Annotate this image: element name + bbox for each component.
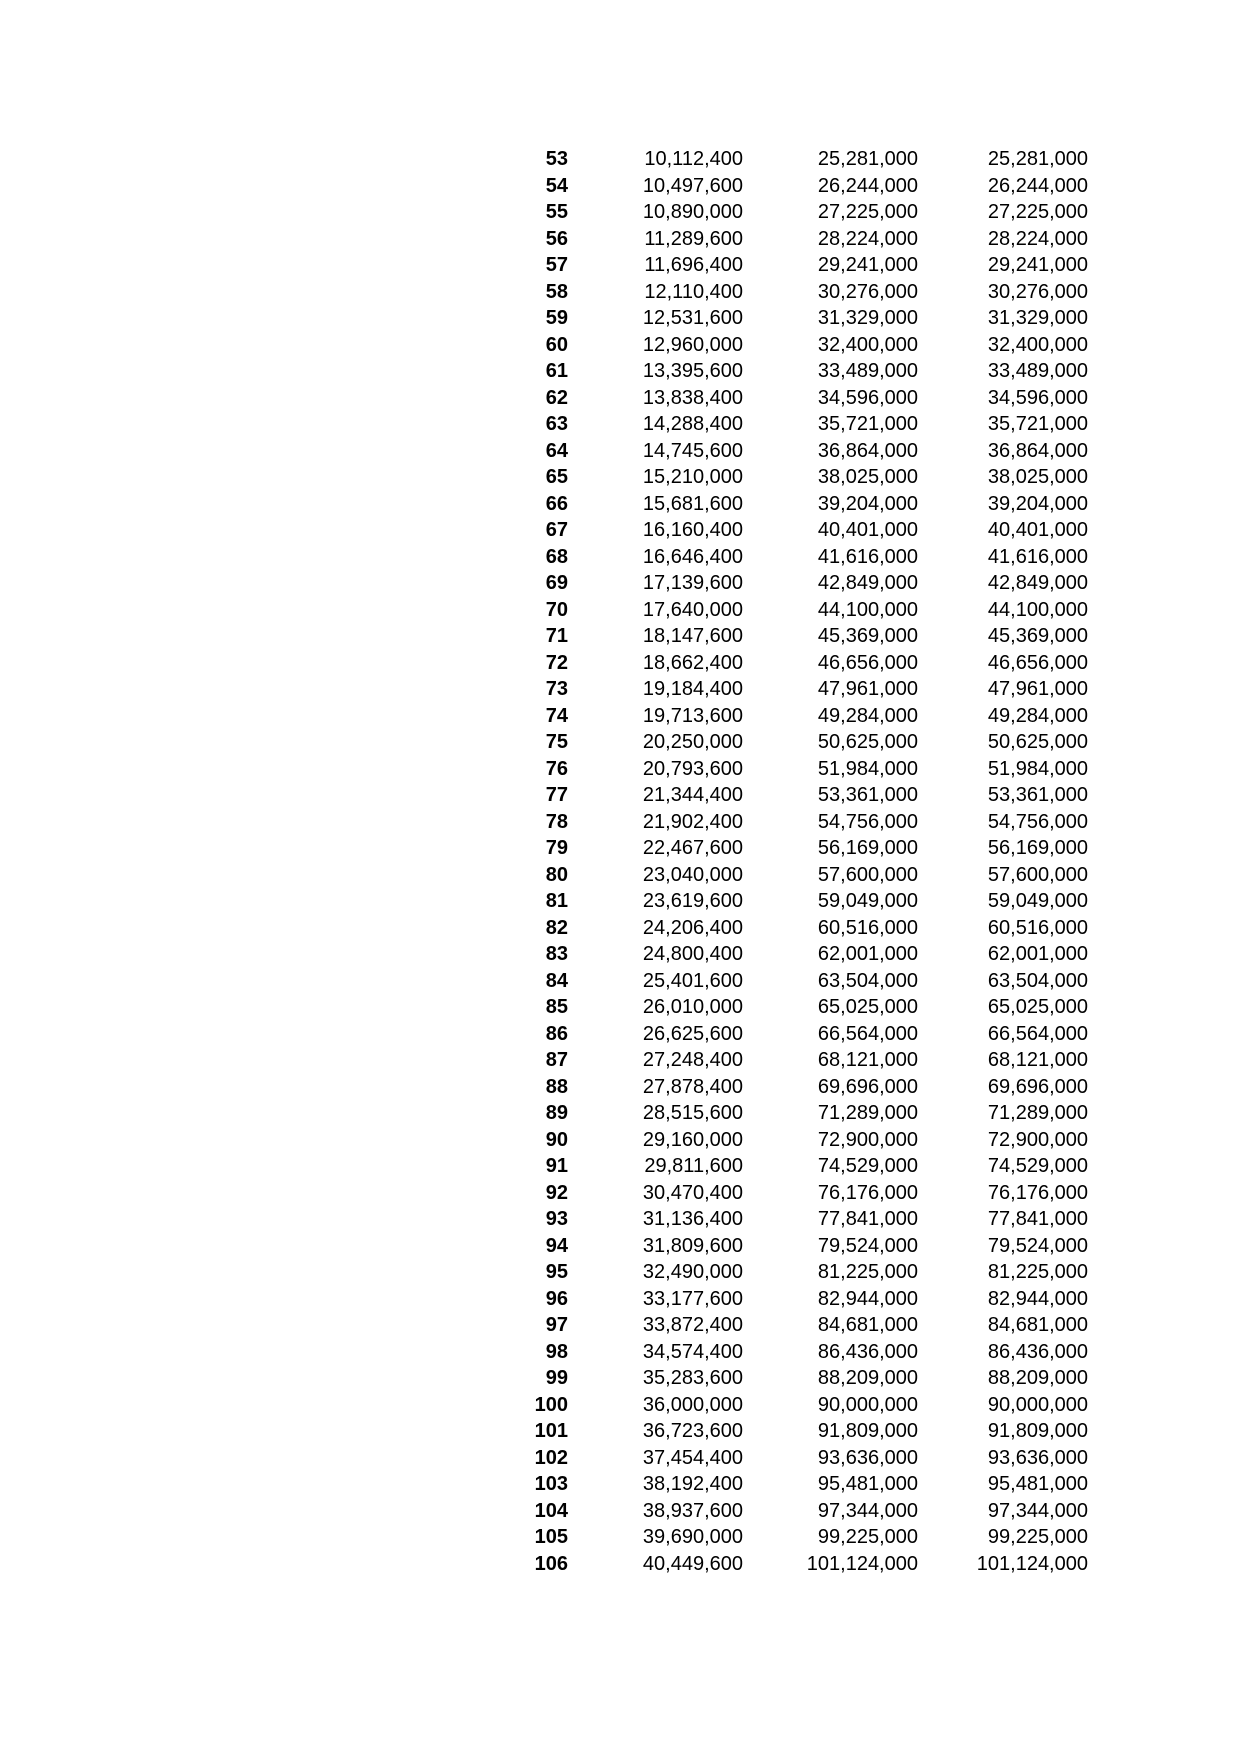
- value-cell-3: 54,756,000: [987, 810, 1088, 833]
- value-cell-3: 66,564,000: [987, 1022, 1088, 1045]
- row-number-cell: 102: [534, 1446, 568, 1469]
- value-cell-2: 42,849,000: [817, 572, 918, 594]
- row-number-cell: 90: [545, 1128, 568, 1151]
- value-cell-1: 35,283,600: [642, 1367, 743, 1389]
- row-number-cell: 95: [545, 1261, 568, 1283]
- value-cell-1: 25,401,600: [642, 969, 743, 992]
- value-cell-1: 19,184,400: [642, 678, 743, 700]
- value-cell-1: 27,248,400: [642, 1049, 743, 1071]
- value-cell-2: 71,289,000: [817, 1102, 918, 1124]
- value-cell-2: 65,025,000: [817, 996, 918, 1018]
- value-cell-2: 50,625,000: [817, 731, 918, 753]
- value-cell-3: 77,841,000: [987, 1208, 1088, 1230]
- row-number-cell: 67: [545, 519, 568, 541]
- row-number-cell: 87: [545, 1049, 568, 1071]
- value-cell-2: 33,489,000: [817, 360, 918, 382]
- value-cell-1: 10,497,600: [642, 174, 743, 197]
- value-cell-1: 32,490,000: [642, 1261, 743, 1283]
- value-cell-1: 33,872,400: [642, 1314, 743, 1336]
- value-cell-3: 53,361,000: [987, 784, 1088, 806]
- value-cell-3: 40,401,000: [987, 519, 1088, 541]
- value-cell-3: 45,369,000: [987, 625, 1088, 647]
- value-cell-2: 27,225,000: [817, 201, 918, 223]
- value-cell-3: 46,656,000: [987, 651, 1088, 674]
- value-cell-2: 35,721,000: [817, 413, 918, 435]
- value-cell-1: 10,112,400: [644, 148, 743, 170]
- row-number-cell: 91: [545, 1155, 568, 1177]
- value-cell-1: 14,288,400: [642, 413, 743, 435]
- value-cell-2: 28,224,000: [817, 227, 918, 250]
- value-cell-2: 53,361,000: [817, 784, 918, 806]
- value-cell-2: 29,241,000: [817, 254, 918, 276]
- value-cell-1: 15,681,600: [642, 492, 743, 515]
- row-number-cell: 100: [534, 1393, 568, 1416]
- value-cell-2: 25,281,000: [817, 148, 918, 170]
- value-cell-3: 42,849,000: [987, 572, 1088, 594]
- value-cell-3: 62,001,000: [987, 943, 1088, 965]
- value-cell-3: 90,000,000: [987, 1393, 1088, 1416]
- value-cell-1: 11,696,400: [644, 254, 743, 276]
- row-number-cell: 74: [545, 704, 568, 727]
- row-number-cell: 103: [534, 1473, 568, 1495]
- value-cell-3: 56,169,000: [987, 837, 1088, 859]
- value-cell-3: 101,124,000: [976, 1552, 1088, 1575]
- value-cell-1: 12,531,600: [642, 307, 743, 329]
- value-cell-3: 50,625,000: [987, 731, 1088, 753]
- row-number-cell: 86: [545, 1022, 568, 1045]
- row-number-cell: 92: [545, 1181, 568, 1204]
- value-cell-1: 23,040,000: [642, 863, 743, 886]
- value-cell-1: 16,160,400: [642, 519, 743, 541]
- row-number-cell: 94: [545, 1234, 568, 1257]
- value-cell-3: 93,636,000: [987, 1446, 1088, 1469]
- value-cell-1: 23,619,600: [642, 890, 743, 912]
- value-cell-3: 49,284,000: [987, 704, 1088, 727]
- value-cell-2: 44,100,000: [817, 598, 918, 621]
- row-number-cell: 65: [545, 466, 568, 488]
- value-cell-2: 60,516,000: [817, 916, 918, 939]
- row-number-cell: 79: [545, 837, 568, 859]
- value-cell-1: 31,809,600: [642, 1234, 743, 1257]
- value-cell-3: 34,596,000: [987, 386, 1088, 409]
- value-cell-1: 17,640,000: [642, 598, 743, 621]
- value-cell-1: 33,177,600: [642, 1287, 743, 1310]
- value-cell-2: 51,984,000: [817, 757, 918, 780]
- value-cell-3: 84,681,000: [987, 1314, 1088, 1336]
- value-cell-2: 93,636,000: [817, 1446, 918, 1469]
- value-cell-3: 41,616,000: [987, 545, 1088, 568]
- value-cell-2: 38,025,000: [817, 466, 918, 488]
- value-cell-3: 60,516,000: [987, 916, 1088, 939]
- value-cell-3: 74,529,000: [987, 1155, 1088, 1177]
- value-cell-2: 34,596,000: [817, 386, 918, 409]
- value-cell-2: 36,864,000: [817, 439, 918, 462]
- value-cell-2: 68,121,000: [817, 1049, 918, 1071]
- value-cell-2: 31,329,000: [817, 307, 918, 329]
- value-cell-2: 26,244,000: [817, 174, 918, 197]
- row-number-cell: 53: [545, 148, 568, 170]
- row-number-cell: 75: [545, 731, 568, 753]
- value-cell-1: 34,574,400: [642, 1340, 743, 1363]
- value-cell-2: 82,944,000: [817, 1287, 918, 1310]
- value-cell-1: 11,289,600: [644, 227, 743, 250]
- value-cell-1: 19,713,600: [642, 704, 743, 727]
- row-number-cell: 54: [545, 174, 568, 197]
- row-number-cell: 69: [545, 572, 568, 594]
- row-number-cell: 57: [545, 254, 568, 276]
- row-number-cell: 66: [545, 492, 568, 515]
- value-cell-1: 13,838,400: [642, 386, 743, 409]
- row-number-cell: 99: [545, 1367, 568, 1389]
- value-cell-1: 21,344,400: [642, 784, 743, 806]
- value-cell-2: 56,169,000: [817, 837, 918, 859]
- value-cell-3: 38,025,000: [987, 466, 1088, 488]
- value-cell-2: 41,616,000: [817, 545, 918, 568]
- value-cell-1: 20,793,600: [642, 757, 743, 780]
- value-cell-3: 82,944,000: [987, 1287, 1088, 1310]
- row-number-cell: 76: [545, 757, 568, 780]
- value-cell-3: 39,204,000: [987, 492, 1088, 515]
- value-cell-3: 27,225,000: [987, 201, 1088, 223]
- value-cell-3: 29,241,000: [987, 254, 1088, 276]
- value-cell-2: 84,681,000: [817, 1314, 918, 1336]
- row-number-cell: 59: [545, 307, 568, 329]
- value-cell-3: 71,289,000: [987, 1102, 1088, 1124]
- value-cell-1: 14,745,600: [642, 439, 743, 462]
- value-cell-1: 16,646,400: [642, 545, 743, 568]
- row-number-cell: 101: [534, 1420, 568, 1442]
- value-cell-2: 66,564,000: [817, 1022, 918, 1045]
- value-cell-3: 47,961,000: [987, 678, 1088, 700]
- value-cell-3: 30,276,000: [987, 280, 1088, 303]
- value-cell-2: 30,276,000: [817, 280, 918, 303]
- row-number-cell: 97: [545, 1314, 568, 1336]
- value-cell-2: 86,436,000: [817, 1340, 918, 1363]
- value-cell-1: 15,210,000: [642, 466, 743, 488]
- value-cell-2: 54,756,000: [817, 810, 918, 833]
- value-cell-1: 31,136,400: [642, 1208, 743, 1230]
- row-number-cell: 89: [545, 1102, 568, 1124]
- value-cell-1: 27,878,400: [642, 1075, 743, 1098]
- value-cell-1: 24,206,400: [642, 916, 743, 939]
- value-cell-1: 26,010,000: [642, 996, 743, 1018]
- value-cell-3: 59,049,000: [987, 890, 1088, 912]
- value-cell-3: 79,524,000: [987, 1234, 1088, 1257]
- row-number-cell: 105: [534, 1526, 568, 1548]
- value-cell-2: 40,401,000: [817, 519, 918, 541]
- value-cell-3: 76,176,000: [987, 1181, 1088, 1204]
- value-cell-3: 88,209,000: [987, 1367, 1088, 1389]
- value-cell-1: 30,470,400: [642, 1181, 743, 1204]
- value-cell-1: 12,110,400: [644, 280, 743, 303]
- value-cell-2: 91,809,000: [817, 1420, 918, 1442]
- value-cell-3: 72,900,000: [987, 1128, 1088, 1151]
- value-cell-3: 28,224,000: [987, 227, 1088, 250]
- value-cell-2: 76,176,000: [817, 1181, 918, 1204]
- value-cell-2: 39,204,000: [817, 492, 918, 515]
- value-cell-3: 32,400,000: [987, 333, 1088, 356]
- value-cell-1: 29,160,000: [642, 1128, 743, 1151]
- row-number-cell: 68: [545, 545, 568, 568]
- value-cell-2: 74,529,000: [817, 1155, 918, 1177]
- value-cell-1: 40,449,600: [642, 1552, 743, 1575]
- row-number-cell: 81: [545, 890, 568, 912]
- value-cell-2: 63,504,000: [817, 969, 918, 992]
- row-number-cell: 78: [545, 810, 568, 833]
- value-cell-1: 12,960,000: [642, 333, 743, 356]
- value-cell-3: 91,809,000: [987, 1420, 1088, 1442]
- value-cell-1: 21,902,400: [642, 810, 743, 833]
- value-cell-3: 81,225,000: [987, 1261, 1088, 1283]
- row-number-cell: 71: [545, 625, 568, 647]
- row-number-cell: 56: [545, 227, 568, 250]
- value-cell-3: 68,121,000: [987, 1049, 1088, 1071]
- value-cell-1: 22,467,600: [642, 837, 743, 859]
- value-cell-1: 29,811,600: [644, 1155, 743, 1177]
- value-cell-2: 59,049,000: [817, 890, 918, 912]
- value-cell-3: 25,281,000: [987, 148, 1088, 170]
- row-number-cell: 64: [545, 439, 568, 462]
- value-cell-2: 95,481,000: [817, 1473, 918, 1495]
- row-number-cell: 106: [534, 1552, 568, 1575]
- value-cell-2: 49,284,000: [817, 704, 918, 727]
- value-cell-1: 10,890,000: [642, 201, 743, 223]
- value-cell-2: 57,600,000: [817, 863, 918, 886]
- row-number-cell: 77: [545, 784, 568, 806]
- value-cell-2: 32,400,000: [817, 333, 918, 356]
- value-cell-1: 17,139,600: [642, 572, 743, 594]
- row-number-cell: 60: [545, 333, 568, 356]
- row-number-cell: 96: [545, 1287, 568, 1310]
- value-cell-2: 79,524,000: [817, 1234, 918, 1257]
- row-number-cell: 83: [545, 943, 568, 965]
- value-cell-3: 69,696,000: [987, 1075, 1088, 1098]
- value-cell-3: 26,244,000: [987, 174, 1088, 197]
- row-number-cell: 93: [545, 1208, 568, 1230]
- value-cell-1: 28,515,600: [642, 1102, 743, 1124]
- row-number-cell: 55: [545, 201, 568, 223]
- value-cell-2: 45,369,000: [817, 625, 918, 647]
- row-number-cell: 104: [534, 1499, 568, 1522]
- value-cell-2: 62,001,000: [817, 943, 918, 965]
- row-number-cell: 58: [545, 280, 568, 303]
- value-cell-2: 90,000,000: [817, 1393, 918, 1416]
- value-cell-1: 13,395,600: [642, 360, 743, 382]
- value-cell-3: 86,436,000: [987, 1340, 1088, 1363]
- row-number-cell: 62: [545, 386, 568, 409]
- value-cell-3: 44,100,000: [987, 598, 1088, 621]
- value-cell-3: 33,489,000: [987, 360, 1088, 382]
- value-cell-3: 65,025,000: [987, 996, 1088, 1018]
- value-cell-2: 77,841,000: [817, 1208, 918, 1230]
- row-number-cell: 70: [545, 598, 568, 621]
- value-cell-1: 36,000,000: [642, 1393, 743, 1416]
- value-cell-2: 72,900,000: [817, 1128, 918, 1151]
- row-number-cell: 84: [545, 969, 568, 992]
- row-number-cell: 80: [545, 863, 568, 886]
- row-number-cell: 98: [545, 1340, 568, 1363]
- value-cell-2: 99,225,000: [817, 1526, 918, 1548]
- value-cell-2: 88,209,000: [817, 1367, 918, 1389]
- value-cell-3: 31,329,000: [987, 307, 1088, 329]
- value-cell-1: 39,690,000: [642, 1526, 743, 1548]
- value-cell-2: 47,961,000: [817, 678, 918, 700]
- value-cell-1: 18,662,400: [642, 651, 743, 674]
- value-cell-1: 24,800,400: [642, 943, 743, 965]
- value-cell-1: 36,723,600: [642, 1420, 743, 1442]
- value-cell-1: 20,250,000: [642, 731, 743, 753]
- row-number-cell: 73: [545, 678, 568, 700]
- value-cell-3: 51,984,000: [987, 757, 1088, 780]
- value-cell-3: 36,864,000: [987, 439, 1088, 462]
- value-cell-2: 46,656,000: [817, 651, 918, 674]
- value-cell-1: 38,192,400: [642, 1473, 743, 1495]
- value-cell-1: 38,937,600: [642, 1499, 743, 1522]
- value-cell-1: 26,625,600: [642, 1022, 743, 1045]
- value-cell-3: 97,344,000: [987, 1499, 1088, 1522]
- value-cell-1: 18,147,600: [642, 625, 743, 647]
- row-number-cell: 72: [545, 651, 568, 674]
- value-cell-3: 35,721,000: [987, 413, 1088, 435]
- value-cell-3: 63,504,000: [987, 969, 1088, 992]
- row-number-cell: 61: [545, 360, 568, 382]
- value-cell-1: 37,454,400: [642, 1446, 743, 1469]
- value-cell-2: 97,344,000: [817, 1499, 918, 1522]
- row-number-cell: 63: [545, 413, 568, 435]
- value-cell-3: 57,600,000: [987, 863, 1088, 886]
- value-cell-3: 99,225,000: [987, 1526, 1088, 1548]
- value-cell-2: 101,124,000: [806, 1552, 918, 1575]
- value-cell-3: 95,481,000: [987, 1473, 1088, 1495]
- value-cell-2: 81,225,000: [817, 1261, 918, 1283]
- row-number-cell: 82: [545, 916, 568, 939]
- row-number-cell: 88: [545, 1075, 568, 1098]
- value-cell-2: 69,696,000: [817, 1075, 918, 1098]
- row-number-cell: 85: [545, 996, 568, 1018]
